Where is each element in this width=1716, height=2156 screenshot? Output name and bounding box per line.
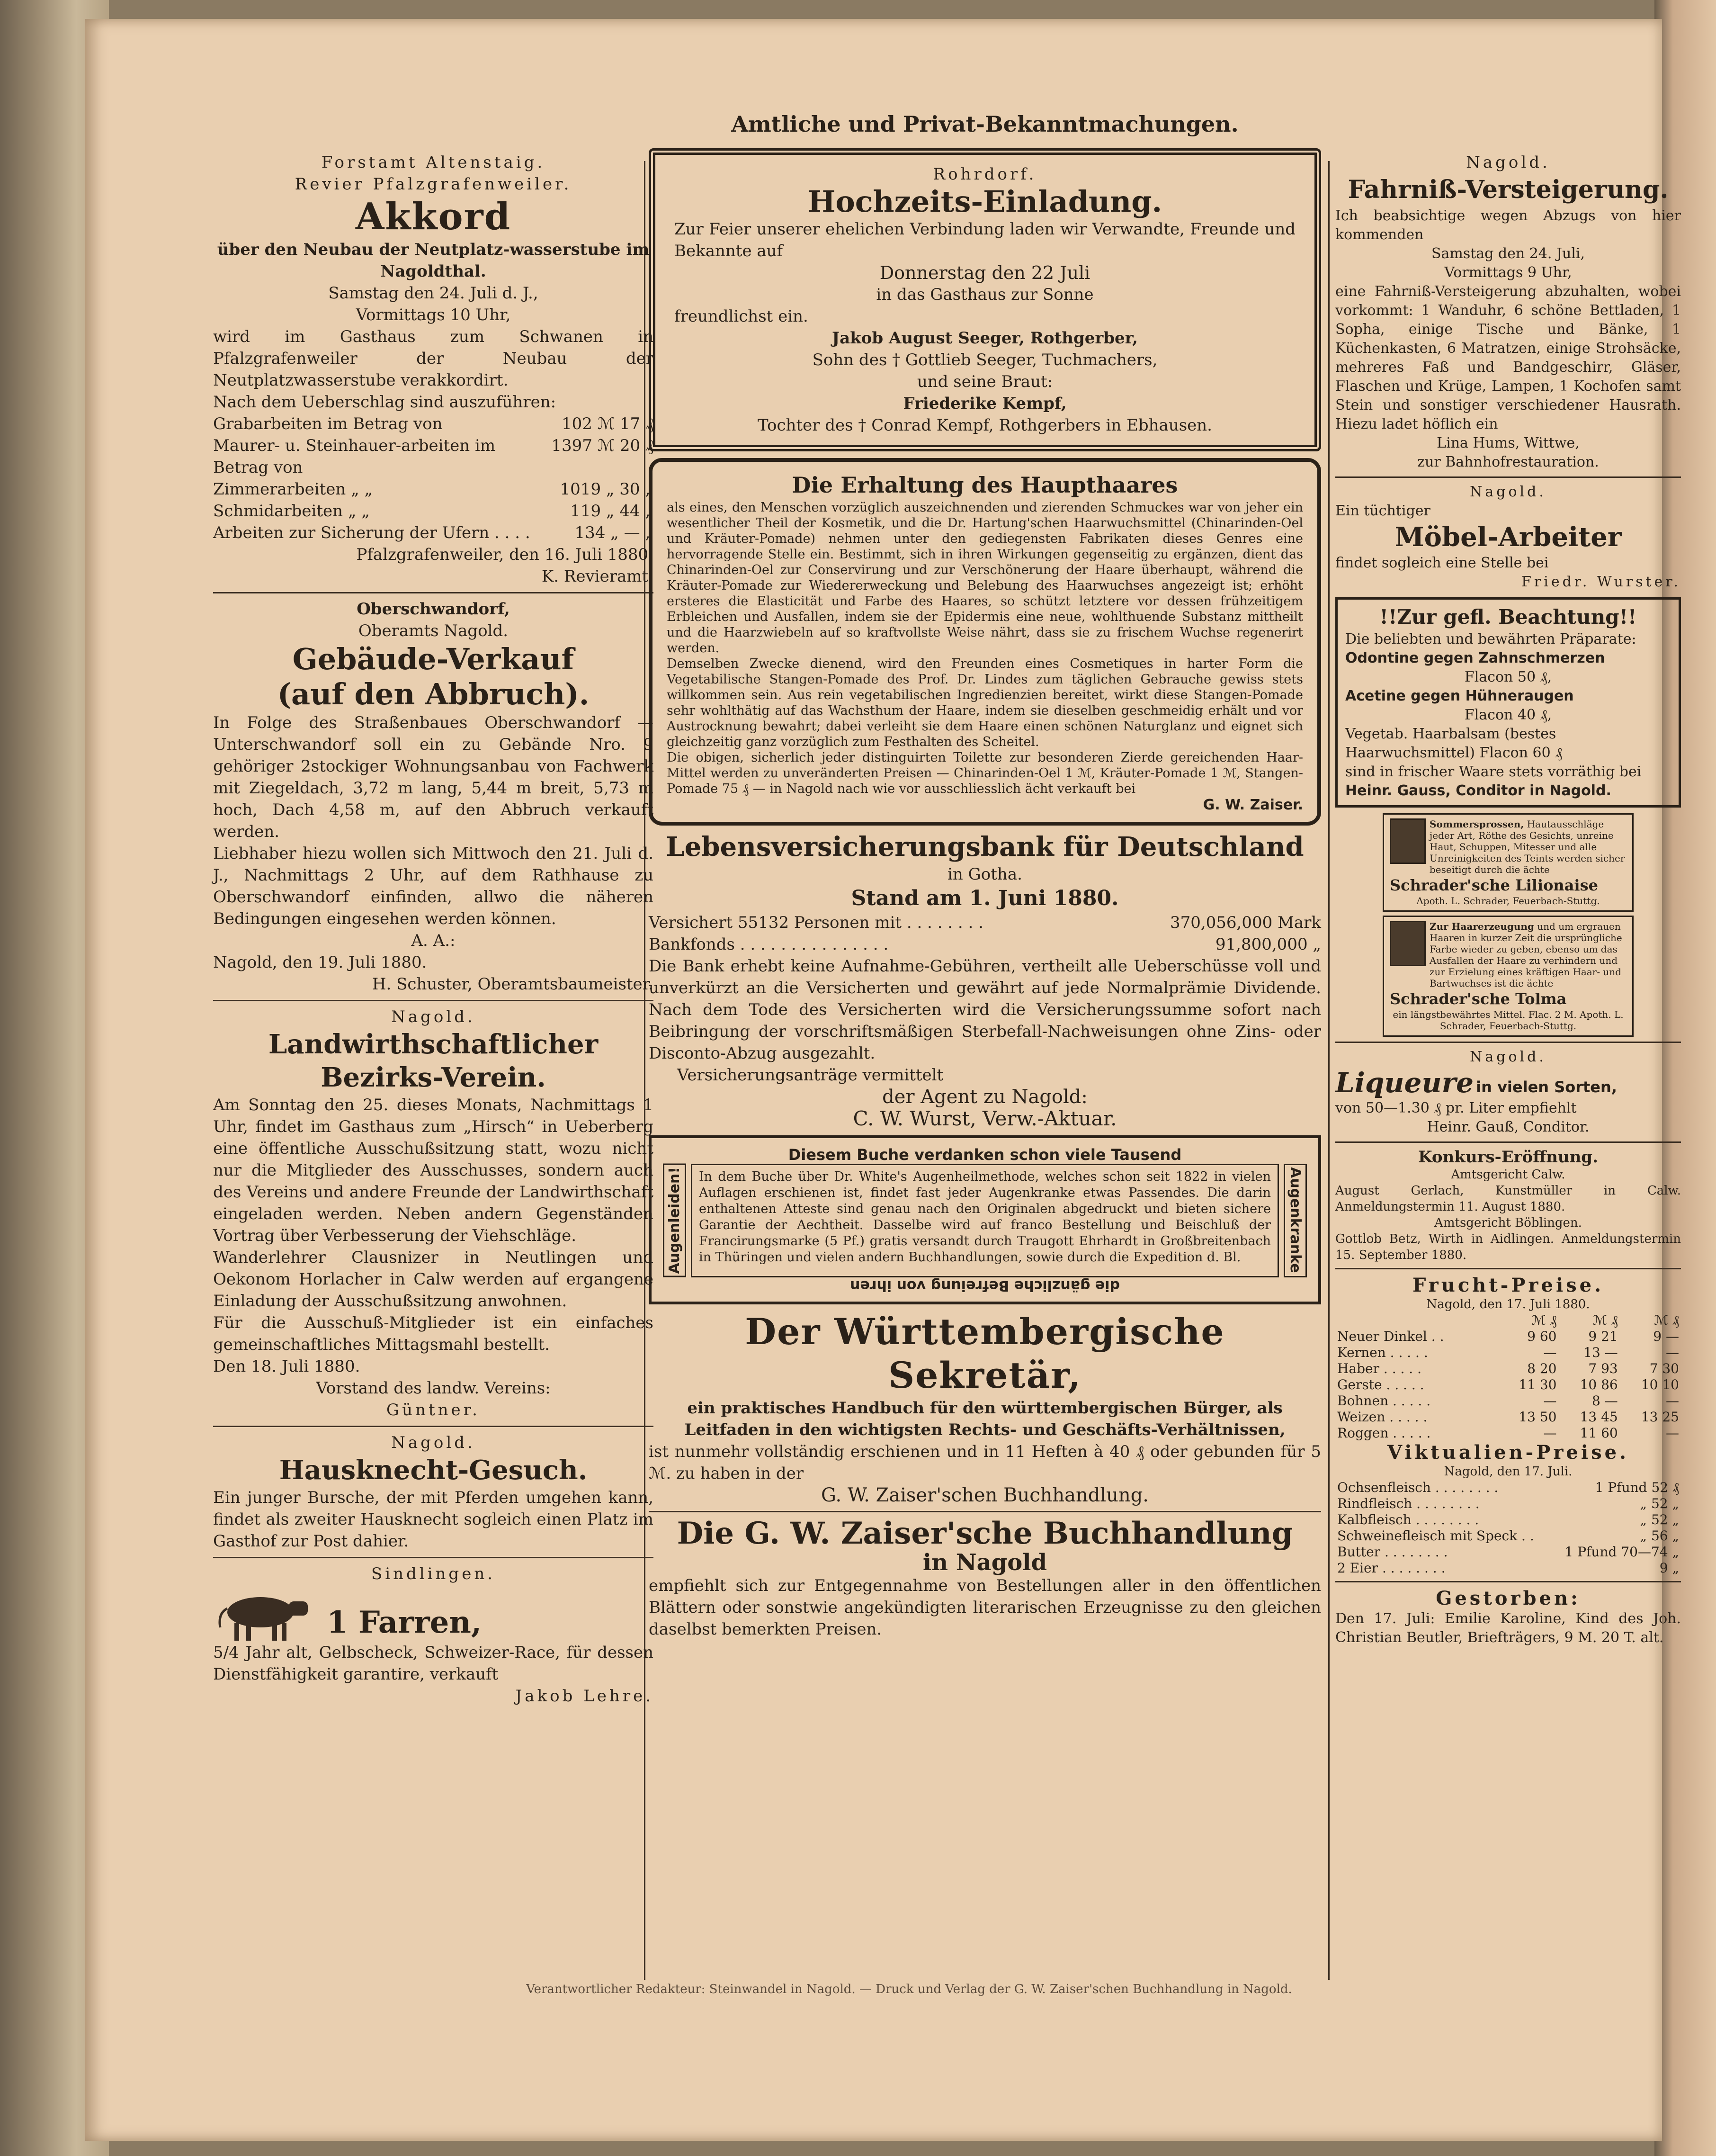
lilionaise-title: Schrader'sche Lilionaise <box>1390 876 1598 894</box>
buch-left-label: Augenleiden! <box>663 1164 686 1277</box>
konkurs-text2: Gottlob Betz, Wirth in Aidlingen. Anmeldungstermin 15. September 1880. <box>1335 1232 1681 1262</box>
gebaeude-aa: A. A.: <box>411 931 456 950</box>
hochzeit-place: Rohrdorf. <box>933 165 1037 184</box>
newspaper-page <box>85 19 1681 2141</box>
divider <box>1335 1042 1681 1043</box>
tolma-ad <box>1383 916 1634 1037</box>
moebel-pre: Ein tüchtiger <box>1335 503 1430 519</box>
table-row: Haber . . . . . 8 20 7 93 7 30 <box>1337 1361 1679 1376</box>
moebel-sign: Friedr. Wurster. <box>1521 574 1681 590</box>
bank-row-insured: Versichert 55132 Personen mit . . . . . . . . 370,056,000 Mark <box>649 913 1321 932</box>
table-row: Bohnen . . . . . — 8 — — <box>1337 1393 1679 1409</box>
fahrniss-sign2: zur Bahnhofrestauration. <box>1417 454 1599 470</box>
beachtung-body: Die beliebten und bewährten Präparate: <box>1345 631 1636 647</box>
table-row: Gerste . . . . . 11 30 10 86 10 10 <box>1337 1377 1679 1392</box>
table-row: Ochsenfleisch . . . . . . . . 1 Pfund 52 ₰ <box>1337 1480 1679 1495</box>
divider <box>213 1557 653 1558</box>
divider <box>1335 1141 1681 1143</box>
page-header: Amtliche und Privat-Bekanntmachungen. <box>731 111 1239 137</box>
fahrniss-body2: eine Fahrniß-Versteigerung abzuhalten, wobei vorkommt: 1 Wanduhr, 6 schöne Bettladen, 1 Sopha, einige Tische und Bänke, 1 Küchenkasten, 6 Matratzen, einige Strohsäcke, mehreres Faß und Bandgeschirr, Gläser, Flaschen und Krüge, Lampen, 1 Kochofen samt Stein und sonstiger verschiedener Hausrath. Hiezu ladet höflich ein <box>1335 283 1681 432</box>
hausknecht-title: Hausknecht-Gesuch. <box>279 1455 588 1486</box>
forstamt-line1: Forstamt Altenstaig. <box>321 153 545 172</box>
beachtung-item1b: Flacon 50 ₰, <box>1464 669 1552 685</box>
column-rule-right <box>1328 161 1330 1980</box>
konkurs-ad <box>1335 1148 1681 1263</box>
emblem-icon <box>1390 921 1426 966</box>
beachtung-ad <box>1335 597 1681 808</box>
buchhandlung-place: in Nagold <box>922 1549 1047 1576</box>
moebel-title: Möbel-Arbeiter <box>1394 521 1622 553</box>
gebaeude-ad <box>213 598 653 995</box>
lilionaise-head: Sommersprossen, <box>1430 818 1524 830</box>
gebaeude-sub: Oberamts Nagold. <box>358 621 509 640</box>
tolma-top <box>1390 921 1627 989</box>
liqueure-title: Liqueure <box>1335 1067 1474 1099</box>
viktualien-title: Viktualien-Preise. <box>1387 1441 1629 1464</box>
verein-body2: Wanderlehrer Clausnizer in Neutlingen und Oekonom Horlacher in Calw werden auf ergangene Einladung der Ausschußsitzung anwohnen. <box>213 1248 653 1311</box>
hausknecht-body: Ein junger Bursche, der mit Pferden umgehen kann, findet als zweiter Hausknecht sogleich einen Platz im Gasthof zur Post dahier. <box>213 1488 653 1551</box>
buchhandlung-body: empfiehlt sich zur Entgegennahme von Bestellungen aller in den öffentlichen Blättern oder sonstwie angekündigten literarischen Erzeugnisse zu den gleichen daselbst bemerkten Preisen. <box>649 1576 1321 1639</box>
gebaeude-title1: Gebäude-Verkauf <box>292 642 574 676</box>
forstamt-subtitle: über den Neubau der Neutplatz-wasserstube im Nagoldthal. <box>217 240 650 281</box>
sekretaer-sub: ein praktisches Handbuch für den württembergischen Bürger, als Leitfaden in den wichtigsten Rechts- und Geschäfts-Verhältnissen, <box>684 1398 1286 1439</box>
forstamt-items <box>213 413 653 544</box>
forstamt-body: wird im Gasthaus zum Schwanen in Pfalzgrafenweiler der Neubau der Neutplatzwasserstube verakkordirt. <box>213 327 653 390</box>
divider <box>1335 476 1681 478</box>
verein-date: Den 18. Juli 1880. <box>213 1357 360 1376</box>
gebaeude-body: In Folge des Straßenbaues Oberschwandorf — Unterschwandorf soll ein zu Gebände Nro. 9 gehöriger 2stockiger Wohnungsanbau von Fachwerk mit Ziegeldach, 3,72 m lang, 5,44 m breit, 5,73 m hoch, Dach 4,58 m, auf den Abbruch verkauft werden. <box>213 713 653 841</box>
liqueure-place: Nagold. <box>1470 1049 1546 1065</box>
divider <box>213 1426 653 1427</box>
cow-icon <box>213 1585 317 1642</box>
fahrniss-sign1: Lina Hums, Wittwe, <box>1437 435 1580 451</box>
verein-sign1: Vorstand des landw. Vereins: <box>316 1379 551 1398</box>
bank-title: Lebensversicherungsbank für Deutschland <box>666 831 1304 862</box>
table-row: Weizen . . . . . 13 50 13 45 13 25 <box>1337 1409 1679 1425</box>
sekretaer-ad <box>649 1310 1321 1506</box>
divider <box>213 1000 653 1001</box>
hochzeit-invite: freundlichst ein. <box>674 307 808 326</box>
gestorben-body: Den 17. Juli: Emilie Karoline, Kind des Joh. Christian Beutler, Briefträgers, 9 M. 20 T. alt. <box>1335 1610 1681 1646</box>
divider <box>1335 1268 1681 1269</box>
viktualien-table <box>1335 1480 1681 1576</box>
liqueure-title2: in vielen Sorten, <box>1476 1078 1617 1096</box>
forstamt-item: Maurer- u. Steinhauer-arbeiten im Betrag von 1397 ℳ 20 ₰ <box>213 436 653 477</box>
hochzeit-bride: Friederike Kempf, <box>903 394 1067 413</box>
viktualien-preise <box>1335 1441 1681 1576</box>
lilionaise-ad <box>1383 813 1634 912</box>
forstamt-place-date: Pfalzgrafenweiler, den 16. Juli 1880. <box>356 545 653 564</box>
forstamt-time: Vormittags 10 Uhr, <box>356 305 511 324</box>
fahrniss-place: Nagold. <box>1466 153 1550 172</box>
bank-agent-name: C. W. Wurst, Verw.-Aktuar. <box>853 1107 1117 1130</box>
verein-place: Nagold. <box>391 1007 475 1026</box>
farren-ad <box>213 1563 653 1707</box>
verein-body3: Für die Ausschuß-Mitglieder ist ein einfaches gemeinschaftliches Mittagsmahl bestellt. <box>213 1313 653 1354</box>
liqueure-headline <box>1335 1067 1681 1099</box>
fahrniss-title: Fahrniß-Versteigerung. <box>1348 175 1669 204</box>
forstamt-item: Schmidarbeiten „ „ 119 „ 44 „ <box>213 502 653 521</box>
hochzeit-bride2: Tochter des † Conrad Kempf, Rothgerbers in Ebhausen. <box>758 416 1212 435</box>
farren-header <box>213 1585 653 1642</box>
schrader-ads <box>1383 813 1634 1037</box>
frucht-title: Frucht-Preise. <box>1412 1274 1604 1296</box>
bank-ad <box>649 830 1321 1130</box>
divider <box>649 1511 1321 1512</box>
buch-bottom: die gänzliche Befreiung von ihren <box>850 1277 1120 1294</box>
farren-sign: Jakob Lehre. <box>515 1687 653 1706</box>
buch-inner <box>663 1164 1307 1277</box>
beachtung-item2b: Flacon 40 ₰, <box>1464 707 1552 723</box>
haar-body1: als eines, den Menschen vorzüglich auszeichnenden und zierenden Schmuckes war von jeher ein wesentlicher Theil der Kosmetik, und die Dr. Hartung'schen Haarwuchsmittel (Chinarinden-Oel und Kräuter-Pomade) nehmen unter den gediegensten Fabrikaten dieses Genres eine hervorragende Stelle ein. Bestimmt, sich in ihren Wirkungen gegenseitig zu ergänzen, dient das Chinarinden-Oel zur Conservirung und zur Verschönerung der Haare überhaupt, während die Kräuter-Pomade zur Wiedererweckung und Belebung des Haarwuchses angezeigt ist; erhöht ersteres die Elasticität und Farbe des Haares, so schützt letztere vor dessen frühzeitigem Erbleichen und Ausfallen, indem sie der Epidermis eine neue, wohlthuende Substanz mittheilt und die Haarzwiebeln auf so kraftvollste Weise nährt, dass sie zu frischem Wuchse regenerirt werden. <box>667 500 1303 656</box>
divider <box>213 592 653 593</box>
gebaeude-date: Nagold, den 19. Juli 1880. <box>213 953 427 972</box>
lilionaise-text-block <box>1430 818 1627 875</box>
farren-place: Sindlingen. <box>371 1564 496 1583</box>
beachtung-item3: Vegetab. Haarbalsam (bestes Haarwuchsmittel) Flacon 60 ₰ <box>1345 726 1563 761</box>
buch-right-label: Augenkranke <box>1284 1164 1307 1277</box>
table-row: Schweinefleisch mit Speck . . „ 56 „ <box>1337 1528 1679 1544</box>
verein-ad <box>213 1006 653 1421</box>
sekretaer-title: Der Württembergische Sekretär, <box>745 1310 1225 1396</box>
table-row: Butter . . . . . . . . 1 Pfund 70—74 „ <box>1337 1544 1679 1560</box>
liqueure-body: von 50—1.30 ₰ pr. Liter empfiehlt <box>1335 1100 1577 1116</box>
moebel-body: findet sogleich eine Stelle bei <box>1335 555 1549 571</box>
liqueure-ad <box>1335 1048 1681 1137</box>
haar-body3: Die obigen, sicherlich jeder distinguirten Toilette zur besonderen Zierde gereichenden Haar-Mittel werden zu unveränderten Preisen — Chinarinden-Oel 1 ℳ, Kräuter-Pomade 1 ℳ, Stangen-Pomade 75 ₰ — in Nagold nach wie vor ausschliesslich ächt verkauft bei <box>667 750 1303 796</box>
gestorben-notice <box>1335 1587 1681 1647</box>
tolma-title: Schrader'sche Tolma <box>1390 990 1567 1008</box>
table-row: Roggen . . . . . — 11 60 — <box>1337 1425 1679 1441</box>
buch-top: Diesem Buche verdanken schon viele Tausend <box>788 1146 1182 1164</box>
hochzeit-groom: Jakob August Seeger, Rothgerber, <box>832 329 1138 348</box>
forstamt-item: Zimmerarbeiten „ „ 1019 „ 30 „ <box>213 480 653 499</box>
konkurs-court2: Amtsgericht Böblingen. <box>1434 1216 1582 1230</box>
beachtung-item2: Acetine gegen Hühneraugen <box>1345 688 1574 704</box>
tolma-text-block <box>1430 921 1627 989</box>
verein-title1: Landwirthschaftlicher <box>268 1029 599 1060</box>
middle-column <box>649 144 1321 1640</box>
gebaeude-place: Oberschwandorf, <box>357 600 510 619</box>
lilionaise-foot: Apoth. L. Schrader, Feuerbach-Stuttg. <box>1416 895 1600 907</box>
hochzeit-title: Hochzeits-Einladung. <box>807 184 1162 219</box>
tolma-text: und um ergrauen Haaren in kurzer Zeit die ursprüngliche Farbe wieder zu geben, ebenso um das Ausfallen der Haare zu verhindern und zur Erzielung eines kräftigen Haar- und Bartwuchses ist die ächte <box>1430 921 1622 989</box>
bank-body: Die Bank erhebt keine Aufnahme-Gebühren, vertheilt alle Ueberschüsse voll und unverkürzt an die Versicherten und gewährt auf jede Normalprämie Dividende. Nach dem Tode des Versicherten wird die Versicherungssumme sofort nach Beibringung der vorschriftsmäßigen Sterbefall-Nachweisungen ohne Zins- oder Disconto-Abzug ausgezahlt. <box>649 957 1321 1063</box>
page-footer: Verantwortlicher Redakteur: Steinwandel in Nagold. — Druck und Verlag der G. W. Zaiser'schen Buchhandlung in Nagold. <box>526 1982 1292 1996</box>
tolma-head: Zur Haarerzeugung <box>1430 921 1534 932</box>
buch-ad <box>649 1135 1321 1304</box>
haar-sign: G. W. Zaiser. <box>1203 797 1303 813</box>
table-row: 2 Eier . . . . . . . . 9 „ <box>1337 1560 1679 1576</box>
forstamt-line2: Revier Pfalzgrafenweiler. <box>295 175 572 194</box>
right-column <box>1335 152 1681 1647</box>
table-header-row: ℳ ₰ ℳ ₰ ℳ ₰ <box>1531 1312 1679 1328</box>
farren-title: 1 Farren, <box>327 1605 482 1640</box>
fahrniss-time: Vormittags 9 Uhr, <box>1444 264 1572 281</box>
sekretaer-sign: G. W. Zaiser'schen Buchhandlung. <box>821 1484 1149 1506</box>
bank-agent: der Agent zu Nagold: <box>882 1086 1088 1108</box>
farren-body: 5/4 Jahr alt, Gelbscheck, Schweizer-Race, für dessen Dienstfähigkeit garantire, verkauft <box>213 1643 653 1684</box>
bank-row-funds: Bankfonds . . . . . . . . . . . . . . . 91,800,000 „ <box>649 935 1321 954</box>
forstamt-date: Samstag den 24. Juli d. J., <box>328 284 538 303</box>
fahrniss-body: Ich beabsichtige wegen Abzugs von hier kommenden <box>1335 207 1681 243</box>
gebaeude-sign: H. Schuster, Oberamtsbaumeister. <box>372 975 653 994</box>
tolma-foot: ein längstbewährtes Mittel. Flac. 2 M. Apoth. L. Schrader, Feuerbach-Stuttg. <box>1393 1009 1624 1032</box>
emblem-icon <box>1390 818 1426 864</box>
table-row: Kalbfleisch . . . . . . . . „ 52 „ <box>1337 1512 1679 1527</box>
forstamt-note: Nach dem Ueberschlag sind auszuführen: <box>213 393 556 412</box>
buch-body: In dem Buche über Dr. White's Augenheilmethode, welches schon seit 1822 in vielen Auflagen erschienen ist, findet fast jeder Augenkranke etwas Passendes. Die darin enthaltenen Atteste sind genau nach den Originalen abgedruckt und bieten sichere Garantie der Aechtheit. Dasselbe wird auf franco Bestellung und Beischluß der Francirungsmarke (5 Pf.) gratis versandt durch Traugott Ehrhardt in Großbreitenbach in Thüringen und vielen andern Buchhandlungen, sowie durch die Expedition d. Bl. <box>691 1164 1279 1277</box>
table-row: Kernen . . . . . — 13 — — <box>1337 1345 1679 1360</box>
beachtung-sign: Heinr. Gauss, Conditor in Nagold. <box>1345 782 1611 799</box>
gebaeude-title2: (auf den Abbruch). <box>277 677 590 711</box>
liqueure-sign: Heinr. Gauß, Conditor. <box>1427 1119 1590 1135</box>
divider <box>1335 1581 1681 1582</box>
viktualien-date: Nagold, den 17. Juli. <box>1444 1464 1573 1479</box>
hochzeit-ad <box>649 148 1321 451</box>
table-row: Neuer Dinkel . . 9 60 9 21 9 — <box>1337 1329 1679 1344</box>
konkurs-court1: Amtsgericht Calw. <box>1451 1168 1565 1182</box>
frucht-preise <box>1335 1274 1681 1441</box>
fahrniss-ad <box>1335 152 1681 472</box>
hochzeit-venue: in das Gasthaus zur Sonne <box>876 285 1094 304</box>
bank-stand: Stand am 1. Juni 1880. <box>851 886 1119 910</box>
fahrniss-date: Samstag den 24. Juli, <box>1431 245 1585 262</box>
table-row: Rindfleisch . . . . . . . . „ 52 „ <box>1337 1496 1679 1511</box>
buchhandlung-ad <box>649 1517 1321 1640</box>
forstamt-ad <box>213 152 653 587</box>
verein-title2: Bezirks-Verein. <box>321 1062 546 1093</box>
konkurs-title: Konkurs-Eröffnung. <box>1418 1148 1598 1167</box>
buchhandlung-title: Die G. W. Zaiser'sche Buchhandlung <box>677 1515 1293 1551</box>
beachtung-item1: Odontine gegen Zahnschmerzen <box>1345 650 1605 666</box>
forstamt-item: Grabarbeiten im Betrag von 102 ℳ 17 ₰ <box>213 414 653 433</box>
beachtung-body2: sind in frischer Waare stets vorräthig bei <box>1345 764 1642 780</box>
forstamt-sign: K. Revieramt. <box>541 567 653 586</box>
beachtung-title: !!Zur gefl. Beachtung!! <box>1379 605 1637 629</box>
hochzeit-date: Donnerstag den 22 Juli <box>879 262 1090 283</box>
lilionaise-text: Hautausschläge jeder Art, Röthe des Gesichts, unreine Haut, Schuppen, Mitesser und alle Unreinigkeiten des Teints werden sicher beseitigt durch die ächte <box>1430 818 1625 875</box>
konkurs-text1: August Gerlach, Kunstmüller in Calw. Anmeldungstermin 11. August 1880. <box>1335 1184 1681 1214</box>
moebel-ad <box>1335 483 1681 592</box>
verein-sign2: Güntner. <box>386 1401 480 1419</box>
verein-body: Am Sonntag den 25. dieses Monats, Nachmittags 1 Uhr, findet im Gasthaus zum „Hirsch“ in Ueberberg eine öffentliche Ausschußsitzung statt, wozu nicht nur die Mitglieder des Ausschusses, sondern auch des Vereins und andere Freunde der Landwirthschaft eingeladen werden. Neben andern Gegenständen Vortrag über Verbesserung der Viehschläge. <box>213 1096 653 1245</box>
forstamt-item: Arbeiten zur Sicherung der Ufern . . . . 134 „ — „ <box>213 523 653 542</box>
hochzeit-groom2: Sohn des † Gottlieb Seeger, Tuchmachers, <box>812 350 1158 369</box>
haar-ad <box>649 458 1321 826</box>
forstamt-title: Akkord <box>355 195 511 238</box>
frucht-date: Nagold, den 17. Juli 1880. <box>1426 1297 1590 1312</box>
bank-agent-note: Versicherungsanträge vermittelt <box>677 1066 944 1085</box>
hausknecht-ad <box>213 1432 653 1552</box>
frucht-table <box>1335 1312 1681 1441</box>
bank-place: in Gotha. <box>947 865 1022 884</box>
sekretaer-body: ist nunmehr vollständig erschienen und in 11 Heften à 40 ₰ oder gebunden für 5 ℳ. zu haben in der <box>649 1442 1321 1483</box>
hochzeit-body: Zur Feier unserer ehelichen Verbindung laden wir Verwandte, Freunde und Bekannte auf <box>674 220 1296 261</box>
hausknecht-place: Nagold. <box>391 1433 475 1452</box>
haar-title: Die Erhaltung des Haupthaares <box>792 472 1178 498</box>
gebaeude-body2: Liebhaber hiezu wollen sich Mittwoch den 21. Juli d. J., Nachmittags 2 Uhr, auf dem Rathhause zu Oberschwandorf einfinden, allwo die näheren Bedingungen eingesehen werden können. <box>213 844 653 928</box>
hochzeit-and: und seine Braut: <box>917 372 1053 391</box>
gestorben-title: Gestorben: <box>1436 1587 1581 1609</box>
left-column <box>213 152 653 1707</box>
lilionaise-top <box>1390 818 1627 875</box>
moebel-place: Nagold. <box>1470 484 1546 500</box>
haar-body2: Demselben Zwecke dienend, wird den Freunden eines Cosmetiques in harter Form die Vegetabilische Stangen-Pomade des Prof. Dr. Lindes zum täglichen Gebrauche gewiss stets willkommen sein. Aus rein vegetabilischen Ingredienzien bereitet, wirkt diese Stangen-Pomade sehr wohlthätig auf das Wachsthum der Haare, indem sie dieselben geschmeidig erhält und vor Austrocknung bewahrt; dabei verleiht sie dem Haare einen schönen Naturglanz und eignet sich gleichzeitig ganz vorzüglich zum Festhalten des Scheitel. <box>667 656 1303 749</box>
